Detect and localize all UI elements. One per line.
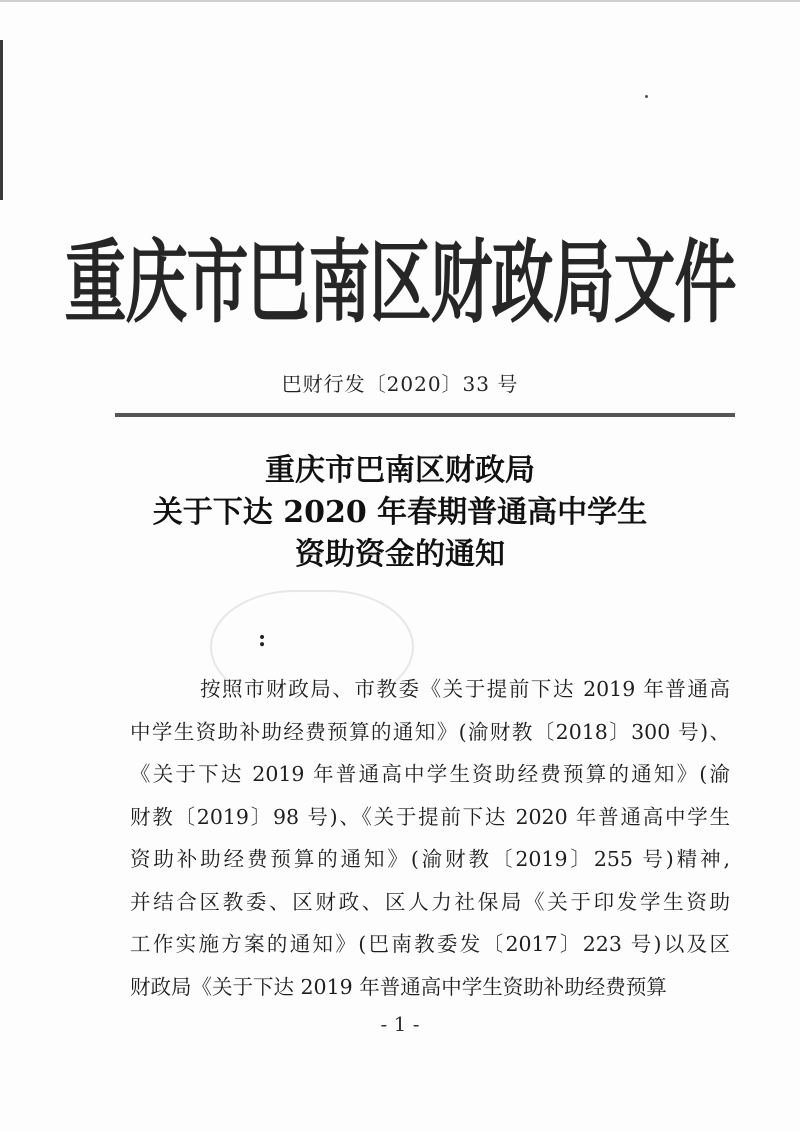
scan-edge-left — [0, 40, 3, 200]
notice-title-line: 关于下达 2020 年春期普通高中学生 — [152, 495, 648, 530]
body-line: 并结合区教委、区财政、区人力社保局《关于印发学生资助 — [130, 889, 730, 914]
body-line: 按照市财政局、市教委《关于提前下达 2019 年普通高 — [200, 677, 730, 701]
page-number: - 1 - — [380, 1012, 420, 1036]
scan-speck — [645, 95, 648, 98]
body-line: 财教〔2019〕98 号)、《关于提前下达 2020 年普通高中学生 — [130, 804, 730, 829]
scan-edge-top — [0, 0, 800, 2]
header-divider-rule — [115, 413, 735, 417]
body-paragraph — [130, 668, 730, 1008]
body-line: 工作实施方案的通知》(巴南教委发〔2017〕223 号)以及区 — [130, 932, 730, 956]
salutation: : — [258, 626, 267, 652]
body-line: 资助补助经费预算的通知》(渝财教〔2019〕255 号)精神, — [130, 847, 730, 871]
body-line: 《关于下达 2019 年普通高中学生资助经费预算的通知》(渝 — [130, 762, 730, 786]
document-number: 巴财行发〔2020〕33 号 — [281, 372, 519, 396]
agency-header-title: 重庆市巴南区财政局文件 — [64, 229, 736, 336]
notice-title-line: 资助资金的通知 — [295, 537, 505, 572]
notice-title — [0, 450, 800, 576]
notice-title-line: 重庆市巴南区财政局 — [265, 453, 535, 488]
body-line: 中学生资助补助经费预算的通知》(渝财教〔2018〕300 号)、 — [130, 719, 730, 744]
body-line: 财政局《关于下达 2019 年普通高中学生资助补助经费预算 — [130, 974, 667, 999]
